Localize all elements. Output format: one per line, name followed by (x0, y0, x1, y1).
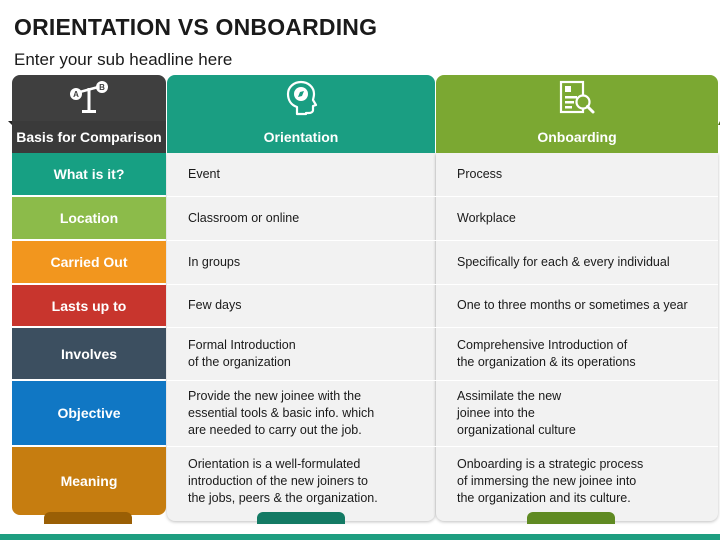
orientation-cell (188, 241, 438, 283)
table-row (12, 285, 718, 326)
row-label: Objective (12, 381, 166, 445)
row-divider (167, 196, 718, 197)
orientation-cell (188, 153, 438, 195)
scale-label-a: A (73, 90, 79, 99)
onboarding-cell (457, 153, 719, 195)
onboarding-cell-text: Onboarding is a strategic process of immersing the new joinee into the organization and its culture. (457, 456, 644, 505)
row-label: Involves (12, 328, 166, 379)
orientation-cell-text: Formal Introduction of the organization (188, 337, 296, 369)
table-row (12, 153, 718, 195)
table-row (12, 241, 718, 283)
orientation-cell-text: Few days (188, 298, 242, 312)
row-label: Location (12, 197, 166, 239)
orientation-header-icon-block (167, 75, 435, 121)
orientation-cell-text: Orientation is a well-formulated introduction of the new joiners to the jobs, peers & the organization. (188, 456, 378, 505)
onboarding-cell (457, 241, 719, 283)
header-fold-left (8, 121, 12, 125)
orientation-cell (188, 197, 438, 239)
row-divider (167, 380, 718, 381)
table-row (12, 381, 718, 445)
onboarding-cell (457, 197, 719, 239)
orientation-column-tab (257, 512, 345, 524)
onboarding-header-label: Onboarding (436, 121, 718, 153)
row-label: What is it? (12, 153, 166, 195)
orientation-cell-text: Event (188, 166, 220, 181)
orientation-cell (188, 447, 438, 515)
row-divider (167, 284, 718, 285)
basis-header-label: Basis for Comparison (12, 121, 166, 153)
onboarding-cell (457, 447, 719, 515)
row-label: Meaning (12, 447, 166, 515)
onboarding-column-tab (527, 512, 615, 524)
scale-label-b: B (99, 83, 105, 92)
onboarding-cell-text: Comprehensive Introduction of the organization & its operations (457, 337, 636, 369)
orientation-cell-text: In groups (188, 254, 241, 269)
onboarding-cell-text: Assimilate the new joinee into the organizational culture (457, 388, 576, 437)
orientation-header-label: Orientation (167, 121, 435, 153)
orientation-cell (188, 328, 438, 379)
onboarding-cell (457, 381, 719, 445)
row-divider (167, 240, 718, 241)
onboarding-cell-text: One to three months or sometimes a year (457, 298, 688, 312)
onboarding-cell (457, 285, 719, 326)
document-search-icon (557, 80, 597, 116)
orientation-cell-text: Classroom or online (188, 210, 300, 225)
basis-header-icon-block (12, 75, 166, 121)
orientation-cell (188, 285, 438, 326)
onboarding-cell-text: Specifically for each & every individual (457, 254, 670, 269)
basis-column-tab (44, 512, 132, 524)
onboarding-cell-text: Workplace (457, 210, 516, 225)
row-label: Lasts up to (12, 285, 166, 326)
orientation-cell (188, 381, 438, 445)
orientation-cell-text: Provide the new joinee with the essential tools & basic info. which are needed to carry out the job. (188, 388, 375, 437)
page-subtitle: Enter your sub headline here (14, 50, 233, 69)
table-row (12, 328, 718, 379)
page-title: ORIENTATION VS ONBOARDING (14, 14, 378, 40)
table-row (12, 197, 718, 239)
head-compass-icon (283, 80, 319, 116)
row-divider (167, 327, 718, 328)
footer-accent-bar (0, 534, 720, 540)
onboarding-header-icon-block (436, 75, 718, 121)
onboarding-cell (457, 328, 719, 379)
balance-scale-icon (69, 81, 109, 115)
row-divider (167, 446, 718, 447)
row-label: Carried Out (12, 241, 166, 283)
onboarding-cell-text: Process (457, 166, 503, 181)
table-row (12, 447, 718, 515)
